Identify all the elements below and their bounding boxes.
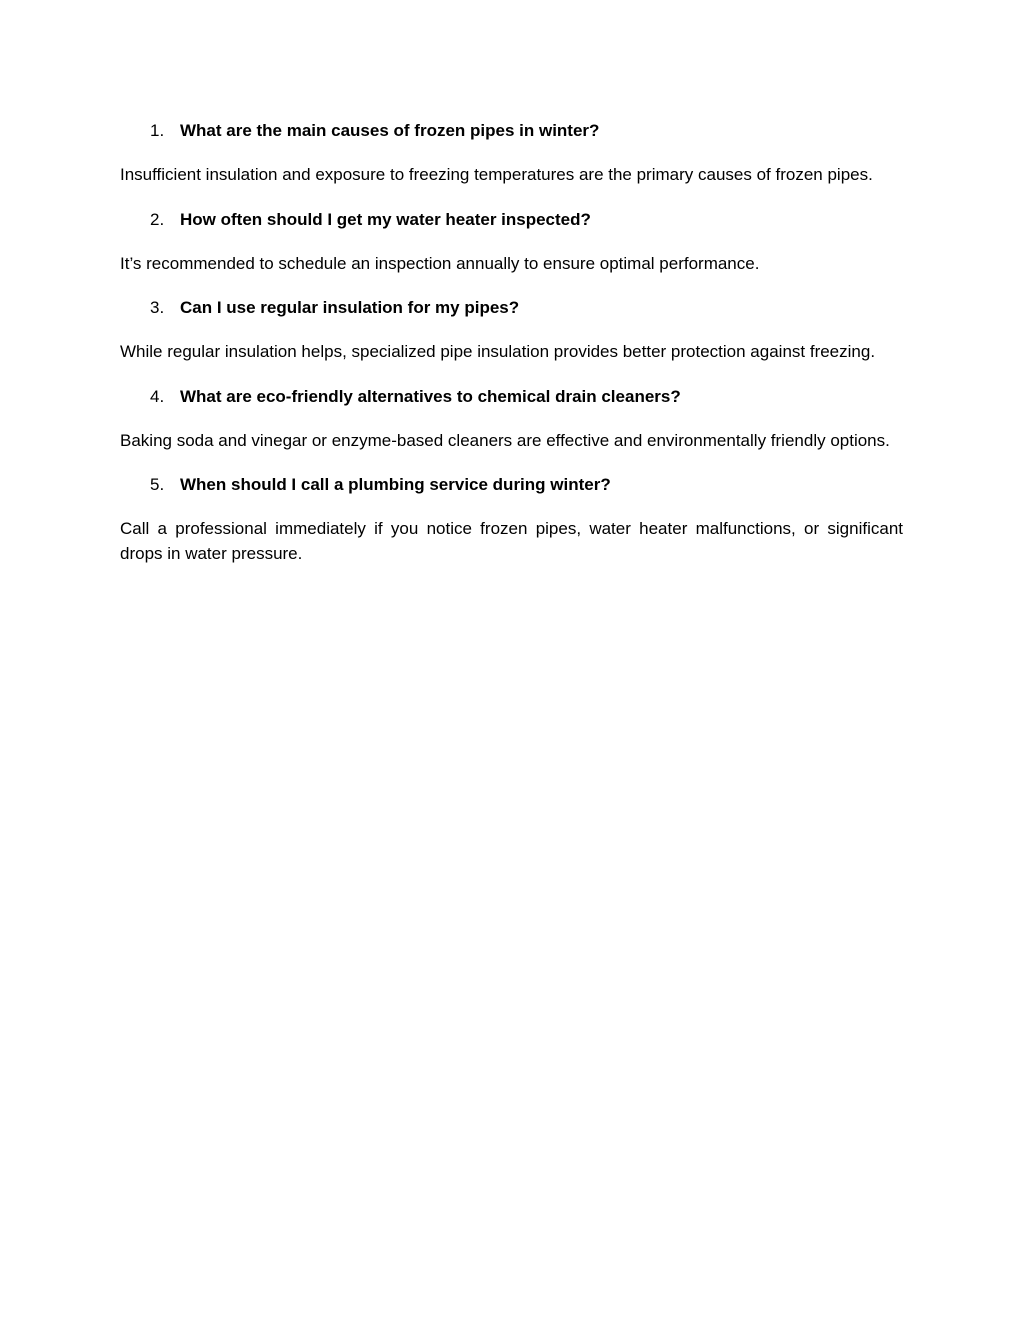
question-text: What are the main causes of frozen pipes in winter? [180,121,600,140]
faq-item-4 [120,385,903,454]
faq-answer: Insufficient insulation and exposure to freezing temperatures are the primary causes of frozen pipes. [120,165,873,184]
question-text: Can I use regular insulation for my pipes? [180,298,520,317]
question-text: When should I call a plumbing service during winter? [180,475,611,494]
faq-item-5 [120,473,903,566]
faq-answer: While regular insulation helps, specialized pipe insulation provides better protection against freezing. [120,342,876,361]
faq-item-1 [120,119,903,188]
faq-item-3 [120,296,903,365]
question-text: What are eco-friendly alternatives to chemical drain cleaners? [180,386,681,406]
faq-answer: Call a professional immediately if you notice frozen pipes, water heater malfunctions, or significant drops in water pressure. [120,519,903,563]
faq-question [120,385,903,409]
list-number: 1. [150,121,165,140]
list-number: 4. [150,386,165,406]
document-page [120,119,903,586]
faq-item-2 [120,208,903,277]
faq-question [120,119,903,143]
list-number: 2. [150,209,165,229]
list-number: 5. [150,475,165,494]
faq-question [120,473,903,497]
faq-question [120,296,903,320]
faq-answer: It’s recommended to schedule an inspection annually to ensure optimal performance. [120,253,760,273]
faq-question [120,208,903,232]
faq-answer: Baking soda and vinegar or enzyme-based cleaners are effective and environmentally friendly options. [120,430,890,450]
list-number: 3. [150,298,165,317]
question-text: How often should I get my water heater inspected? [180,209,591,229]
